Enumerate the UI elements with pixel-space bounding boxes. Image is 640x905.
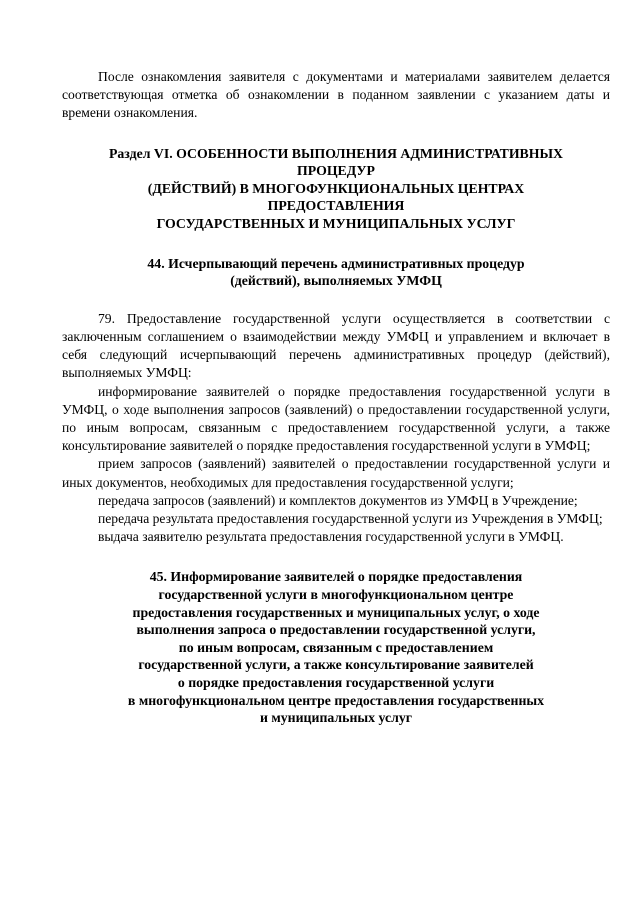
list-item: передача результата предоставления государственной услуги из Учреждения в УМФЦ; [98, 511, 603, 526]
subsection-title-line: выполнения запроса о предоставлении государственной услуги, [136, 622, 536, 638]
section-title [62, 145, 610, 233]
subsection-title-line: в многофункциональном центре предоставления государственных [127, 692, 545, 708]
subsection-title-line: 45. Информирование заявителей о порядке предоставления [149, 569, 523, 585]
section-title-line: ПРЕДОСТАВЛЕНИЯ [267, 198, 405, 214]
subsection-title-line: по иным вопросам, связанным с предоставлением [178, 639, 494, 655]
section-title-line: ПРОЦЕДУР [297, 163, 375, 179]
document-page [62, 68, 610, 727]
subsection-title-line: и муниципальных услуг [259, 710, 413, 726]
paragraph-79: 79. Предоставление государственной услуги осуществляется в соответствии с заключенным соглашением о взаимодействии между УМФЦ и управлением и включает в себя следующий исчерпывающий перечень административных процедур (действий), выполняемых УМФЦ: [62, 310, 610, 381]
list-item: прием запросов (заявлений) заявителей о предоставлении государственной услуги и иных документов, необходимых для предоставления государственной услуги; [62, 456, 610, 490]
subsection-title-line: государственной услуги в многофункциональном центре [158, 587, 514, 602]
list-item: информирование заявителей о порядке предоставления государственной услуги в УМФЦ, о ходе выполнения запросов (заявлений) о предоставлении государственной услуги, по иным вопросам, связанным с предоставлением государственной услуги, а также консультирование заявителей о порядке предоставления государственной услуги в УМФЦ; [62, 383, 610, 454]
subsection-title-line: (действий), выполняемых УМФЦ [230, 273, 442, 289]
subsection-title-line: о порядке предоставления государственной услуги [177, 674, 495, 690]
subsection-45-title [62, 568, 610, 726]
section-title-line: Раздел VI. ОСОБЕННОСТИ ВЫПОЛНЕНИЯ АДМИНИСТРАТИВНЫХ [108, 145, 564, 161]
section-title-line: (ДЕЙСТВИЙ) В МНОГОФУНКЦИОНАЛЬНЫХ ЦЕНТРАХ [147, 180, 525, 196]
procedures-list [62, 383, 610, 547]
list-item: выдача заявителю результата предоставления государственной услуги в УМФЦ. [98, 529, 564, 545]
subsection-44-title [62, 255, 610, 290]
subsection-title-line: предоставления государственных и муниципальных услуг, о ходе [132, 604, 540, 620]
subsection-title-line: государственной услуги, а также консультирование заявителей [138, 657, 534, 673]
list-item: передача запросов (заявлений) и комплектов документов из УМФЦ в Учреждение; [98, 492, 578, 508]
intro-paragraph: После ознакомления заявителя с документами и материалами заявителем делается соответствующая отметка об ознакомлении в поданном заявлении с указанием даты и времени ознакомления. [62, 69, 610, 121]
subsection-title-line: 44. Исчерпывающий перечень административных процедур [147, 255, 525, 271]
section-title-line: ГОСУДАРСТВЕННЫХ И МУНИЦИПАЛЬНЫХ УСЛУГ [156, 215, 516, 231]
